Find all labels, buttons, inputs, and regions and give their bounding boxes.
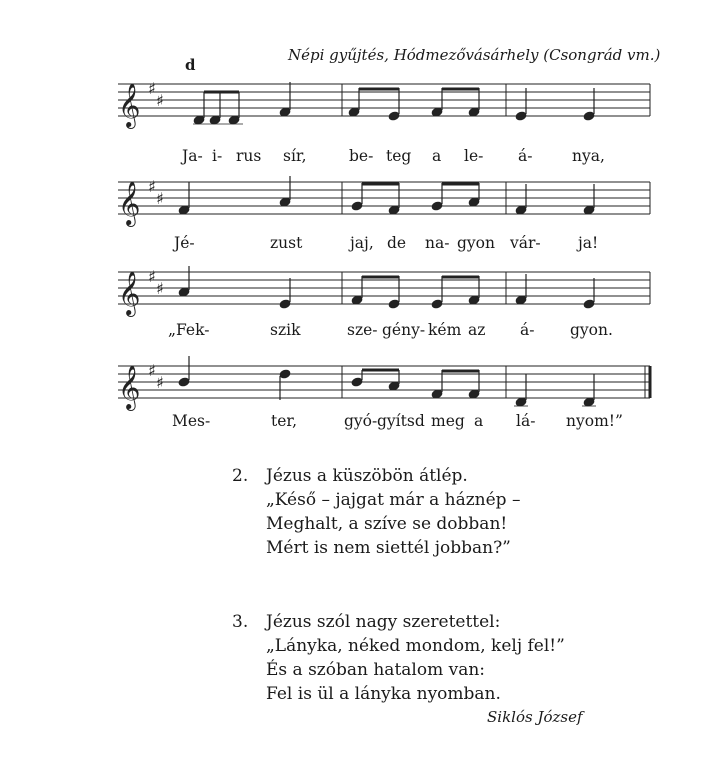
lyric-syllable: sze- — [347, 321, 378, 339]
lyric-syllable: gyó- — [344, 412, 378, 430]
verse-line: Meghalt, a szíve se dobban! — [266, 514, 508, 534]
lyric-syllable: á- — [518, 147, 533, 165]
lyric-syllable: Ja- — [182, 147, 203, 165]
treble-clef-icon: 𝄞 — [118, 83, 141, 127]
lyric-syllable: nyom!” — [566, 412, 623, 430]
verse-line: Mért is nem siettél jobban?” — [266, 538, 511, 558]
sharp-icon: ♯ — [156, 189, 164, 208]
lyric-syllable: na- — [425, 234, 450, 252]
lyric-syllable: le- — [464, 147, 484, 165]
lyric-syllable: ja! — [578, 234, 599, 252]
lyric-syllable: be- — [349, 147, 374, 165]
lyric-syllable: Mes- — [172, 412, 211, 430]
lyric-syllable: vár- — [510, 234, 541, 252]
lyric-syllable: sír, — [283, 147, 307, 165]
tempo-mark: d — [185, 56, 196, 74]
verse-number: 3. — [232, 612, 249, 632]
lyric-syllable: gény- — [382, 321, 426, 339]
staff-1 — [118, 79, 650, 129]
sharp-icon: ♯ — [148, 177, 156, 196]
lyric-syllable: zust — [270, 234, 303, 252]
lyric-syllable: gyon — [457, 234, 495, 252]
lyric-syllable: gyítsd — [377, 412, 425, 430]
lyric-syllable: nya, — [572, 147, 605, 165]
lyric-syllable: Jé- — [174, 234, 195, 252]
lyric-syllable: az — [468, 321, 486, 339]
sharp-icon: ♯ — [156, 91, 164, 110]
verse-line: És a szóban hatalom van: — [266, 660, 486, 680]
lyric-syllable: de — [387, 234, 407, 252]
lyric-syllable: szik — [270, 321, 301, 339]
sharp-icon: ♯ — [148, 79, 156, 98]
sharp-icon: ♯ — [156, 373, 164, 392]
staff-3 — [118, 266, 650, 317]
lyric-syllable: kém — [428, 321, 462, 339]
verse-line: Jézus a küszöbön átlép. — [266, 466, 468, 486]
verse-3 — [232, 610, 565, 706]
staff-2 — [118, 176, 650, 227]
sharp-icon: ♯ — [148, 361, 156, 380]
verse-2 — [232, 464, 520, 560]
staff-4 — [118, 356, 650, 411]
lyric-syllable: a — [432, 147, 442, 165]
treble-clef-icon: 𝄞 — [118, 181, 141, 225]
author-signature: Siklós József — [487, 708, 583, 726]
verse-line: Fel is ül a lányka nyomban. — [266, 684, 501, 704]
source-attribution: Népi gyűjtés, Hódmezővásárhely (Csongrád vm.) — [288, 46, 661, 64]
lyric-syllable: „Fek- — [168, 321, 210, 339]
verse-line: „Késő – jajgat már a háznép – — [266, 490, 521, 510]
lyric-syllable: jaj, — [350, 234, 374, 252]
sharp-icon: ♯ — [156, 279, 164, 298]
lyric-syllable: á- — [520, 321, 535, 339]
lyric-syllable: i- — [212, 147, 223, 165]
lyric-syllable: teg — [386, 147, 412, 165]
verse-line: Jézus szól nagy szeretettel: — [266, 612, 501, 632]
lyric-syllable: rus — [236, 147, 262, 165]
sharp-icon: ♯ — [148, 267, 156, 286]
lyric-syllable: lá- — [516, 412, 536, 430]
verse-number: 2. — [232, 466, 249, 486]
verse-line: „Lányka, néked mondom, kelj fel!” — [266, 636, 565, 656]
treble-clef-icon: 𝄞 — [118, 271, 141, 315]
treble-clef-icon: 𝄞 — [118, 365, 141, 409]
lyric-syllable: gyon. — [570, 321, 613, 339]
lyric-syllable: a — [474, 412, 484, 430]
lyric-syllable: ter, — [271, 412, 298, 430]
lyric-syllable: meg — [431, 412, 465, 430]
